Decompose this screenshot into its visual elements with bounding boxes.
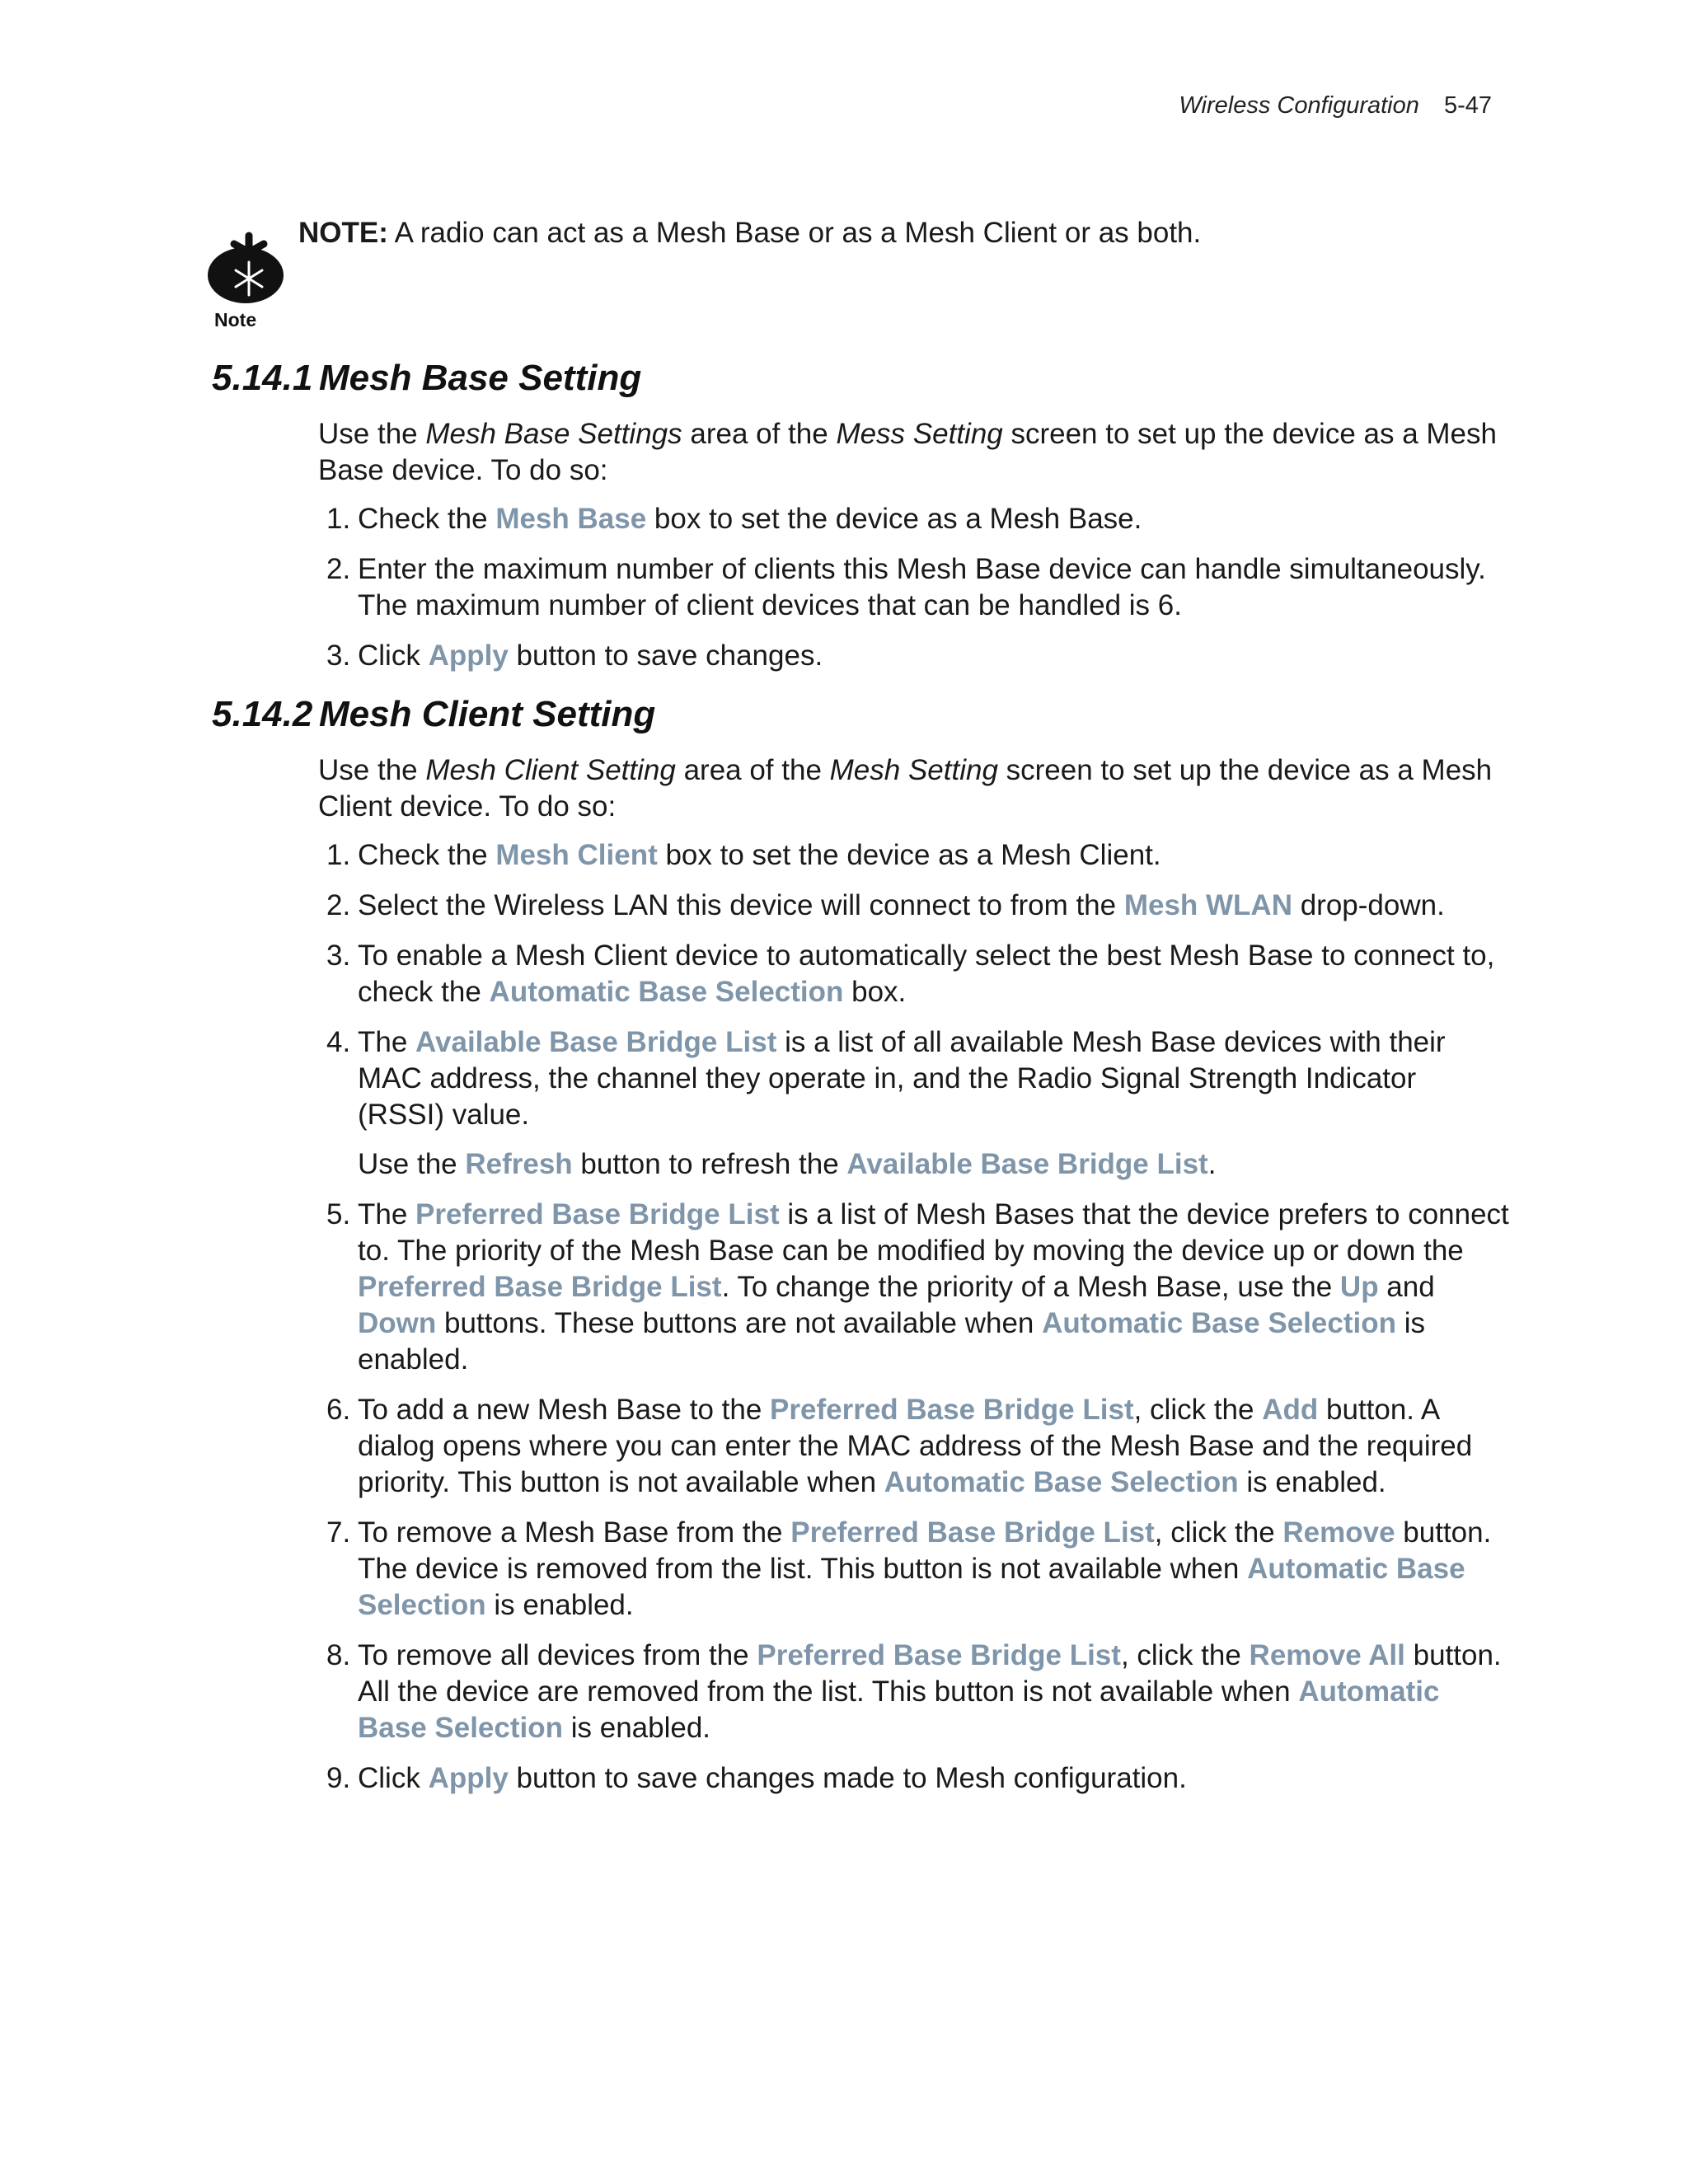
ui-reference: Mesh Base [495,503,647,535]
text-run: Check the [358,839,496,871]
text-run: drop-down. [1292,889,1445,921]
text-run: Enter the maximum number of clients this Mesh Base device can handle simultaneously. The maximum number of client devices that can be handled is 6. [358,553,1486,621]
step-text [358,1762,1187,1794]
step-item [318,1024,1510,1183]
ui-reference: Automatic Base Selection [1042,1307,1396,1339]
section-heading-mesh-client [212,694,655,735]
step-text [358,940,1494,1008]
text-run: box. [843,976,907,1008]
ui-reference: Available Base Bridge List [846,1148,1208,1180]
steps-list-mesh-base [318,501,1510,688]
text-run: , click the [1154,1516,1283,1549]
text-run: Check the [358,503,496,535]
text-run: Click [358,640,429,672]
step-item [318,888,1510,924]
step-item [318,837,1510,874]
step-number: 3. [326,940,351,972]
ui-reference: Preferred Base Bridge List [757,1639,1121,1671]
text-run: area of the [675,754,830,786]
step-text [358,1026,1446,1131]
section-intro-mesh-client [318,752,1505,825]
steps-list-mesh-client [318,837,1510,1811]
header-section-title: Wireless Configuration [1179,92,1419,119]
step-text [358,1639,1502,1744]
step-item [318,501,1510,537]
text-run: , click the [1133,1394,1263,1426]
ui-reference: Automatic Base Selection [489,976,844,1008]
ui-reference: Automatic Base Selection [884,1466,1239,1498]
text-run: Click [358,1762,429,1794]
text-run: is enabled. [563,1712,711,1744]
text-run: Select the Wireless LAN this device will connect to from the [358,889,1124,921]
text-run: button. A dialog opens where you can enter the MAC address of the Mesh Base and the required priority. This button is not available when [358,1394,1473,1498]
text-run: box to set the device as a Mesh Base. [646,503,1142,535]
step-number: 1. [326,839,351,871]
ui-reference: Preferred Base Bridge List [770,1394,1134,1426]
emphasis-text: Mesh Setting [829,754,998,786]
text-run: is a list of Mesh Bases that the device prefers to connect to. The priority of the Mesh Base can be modified by moving the device up or down the [358,1198,1509,1267]
step-text [358,553,1486,621]
step-number: 8. [326,1639,351,1671]
text-run: is enabled. [358,1307,1425,1376]
step-text [358,640,823,672]
step-item [318,1638,1510,1746]
step-text [358,503,1142,535]
emphasis-text: Mesh Base Settings [425,418,682,450]
text-run: button. All the device are removed from the list. This button is not available when [358,1639,1502,1708]
step-number: 5. [326,1198,351,1230]
step-number: 2. [326,553,351,585]
step-number: 3. [326,640,351,672]
step-item [318,551,1510,624]
step-subparagraph [358,1146,1510,1183]
step-number: 6. [326,1394,351,1426]
step-number: 2. [326,889,351,921]
step-number: 1. [326,503,351,535]
text-run: To enable a Mesh Client device to automatically select the best Mesh Base to connect to, check the [358,940,1495,1008]
ui-reference: Mesh Client [495,839,658,871]
step-number: 9. [326,1762,351,1794]
ui-reference: Add [1262,1394,1319,1426]
text-run: button to save changes made to Mesh configuration. [508,1762,1187,1794]
text-run: . To change the priority of a Mesh Base, use the [721,1271,1340,1303]
note-text [298,213,1201,254]
text-run: Use the [318,754,426,786]
step-item [318,1197,1510,1378]
emphasis-text: Mesh Client Setting [425,754,676,786]
text-run: buttons. These buttons are not available when [436,1307,1043,1339]
note-icon [206,224,297,331]
ui-reference: Refresh [465,1148,573,1180]
text-run: and [1378,1271,1435,1303]
section-number: 5.14.2 [212,694,313,734]
step-text [358,1198,1509,1376]
note-label: NOTE: [298,217,388,249]
text-run: is a list of all available Mesh Base devices with their MAC address, the channel they operate in, and the Radio Signal Strength Indicator (RSSI) value. [358,1026,1446,1131]
ui-reference: Preferred Base Bridge List [415,1198,780,1230]
ui-reference: Apply [428,640,509,672]
ui-reference: Mesh WLAN [1123,889,1292,921]
text-run: screen to set up the device as a Mesh Client device. To do so: [318,754,1493,823]
text-run: button to save changes. [508,640,823,672]
ui-reference: Apply [428,1762,509,1794]
step-item [318,938,1510,1010]
text-run: The [358,1026,416,1058]
ui-reference: Automatic Base Selection [358,1553,1465,1621]
emphasis-text: Mess Setting [836,418,1003,450]
text-run: , click the [1120,1639,1250,1671]
section-title: Mesh Base Setting [319,358,642,398]
step-item [318,638,1510,674]
step-number: 7. [326,1516,351,1549]
step-item [318,1392,1510,1501]
ui-reference: Preferred Base Bridge List [790,1516,1155,1549]
text-run: The [358,1198,416,1230]
step-text [358,889,1445,921]
text-run: To add a new Mesh Base to the [358,1394,771,1426]
step-item [318,1760,1510,1797]
text-run: button to refresh the [572,1148,847,1180]
section-number: 5.14.1 [212,358,313,398]
text-run: To remove a Mesh Base from the [358,1516,791,1549]
text-run: is enabled. [485,1589,634,1621]
step-text [358,839,1161,871]
section-title: Mesh Client Setting [319,694,656,734]
text-run: button. The device is removed from the list. This button is not available when [358,1516,1492,1585]
running-header [1179,92,1492,120]
text-run: is enabled. [1238,1466,1386,1498]
step-text [358,1516,1491,1621]
note-icon-label: Note [214,309,257,330]
section-heading-mesh-base [212,358,641,399]
step-item [318,1515,1510,1624]
note-callout [206,213,1525,336]
intro-paragraph [318,752,1505,825]
ui-reference: Preferred Base Bridge List [358,1271,722,1303]
text-run: box to set the device as a Mesh Client. [657,839,1161,871]
ui-reference: Automatic Base Selection [358,1675,1440,1744]
text-run: To remove all devices from the [358,1639,757,1671]
text-run: Use the [358,1148,466,1180]
ui-reference: Available Base Bridge List [415,1026,777,1058]
ui-reference: Remove All [1249,1639,1405,1671]
section-intro-mesh-base [318,416,1505,489]
text-run: Use the [318,418,426,450]
ui-reference: Down [358,1307,437,1339]
ui-reference: Remove [1282,1516,1395,1549]
text-run: screen to set up the device as a Mesh Base device. To do so: [318,418,1497,486]
step-text [358,1394,1472,1498]
ui-reference: Up [1339,1271,1379,1303]
text-run: . [1207,1148,1217,1180]
step-number: 4. [326,1026,351,1058]
text-run: area of the [682,418,837,450]
intro-paragraph [318,416,1505,489]
note-body: A radio can act as a Mesh Base or as a Mesh Client or as both. [387,217,1202,249]
header-page-number: 5-47 [1443,92,1492,119]
